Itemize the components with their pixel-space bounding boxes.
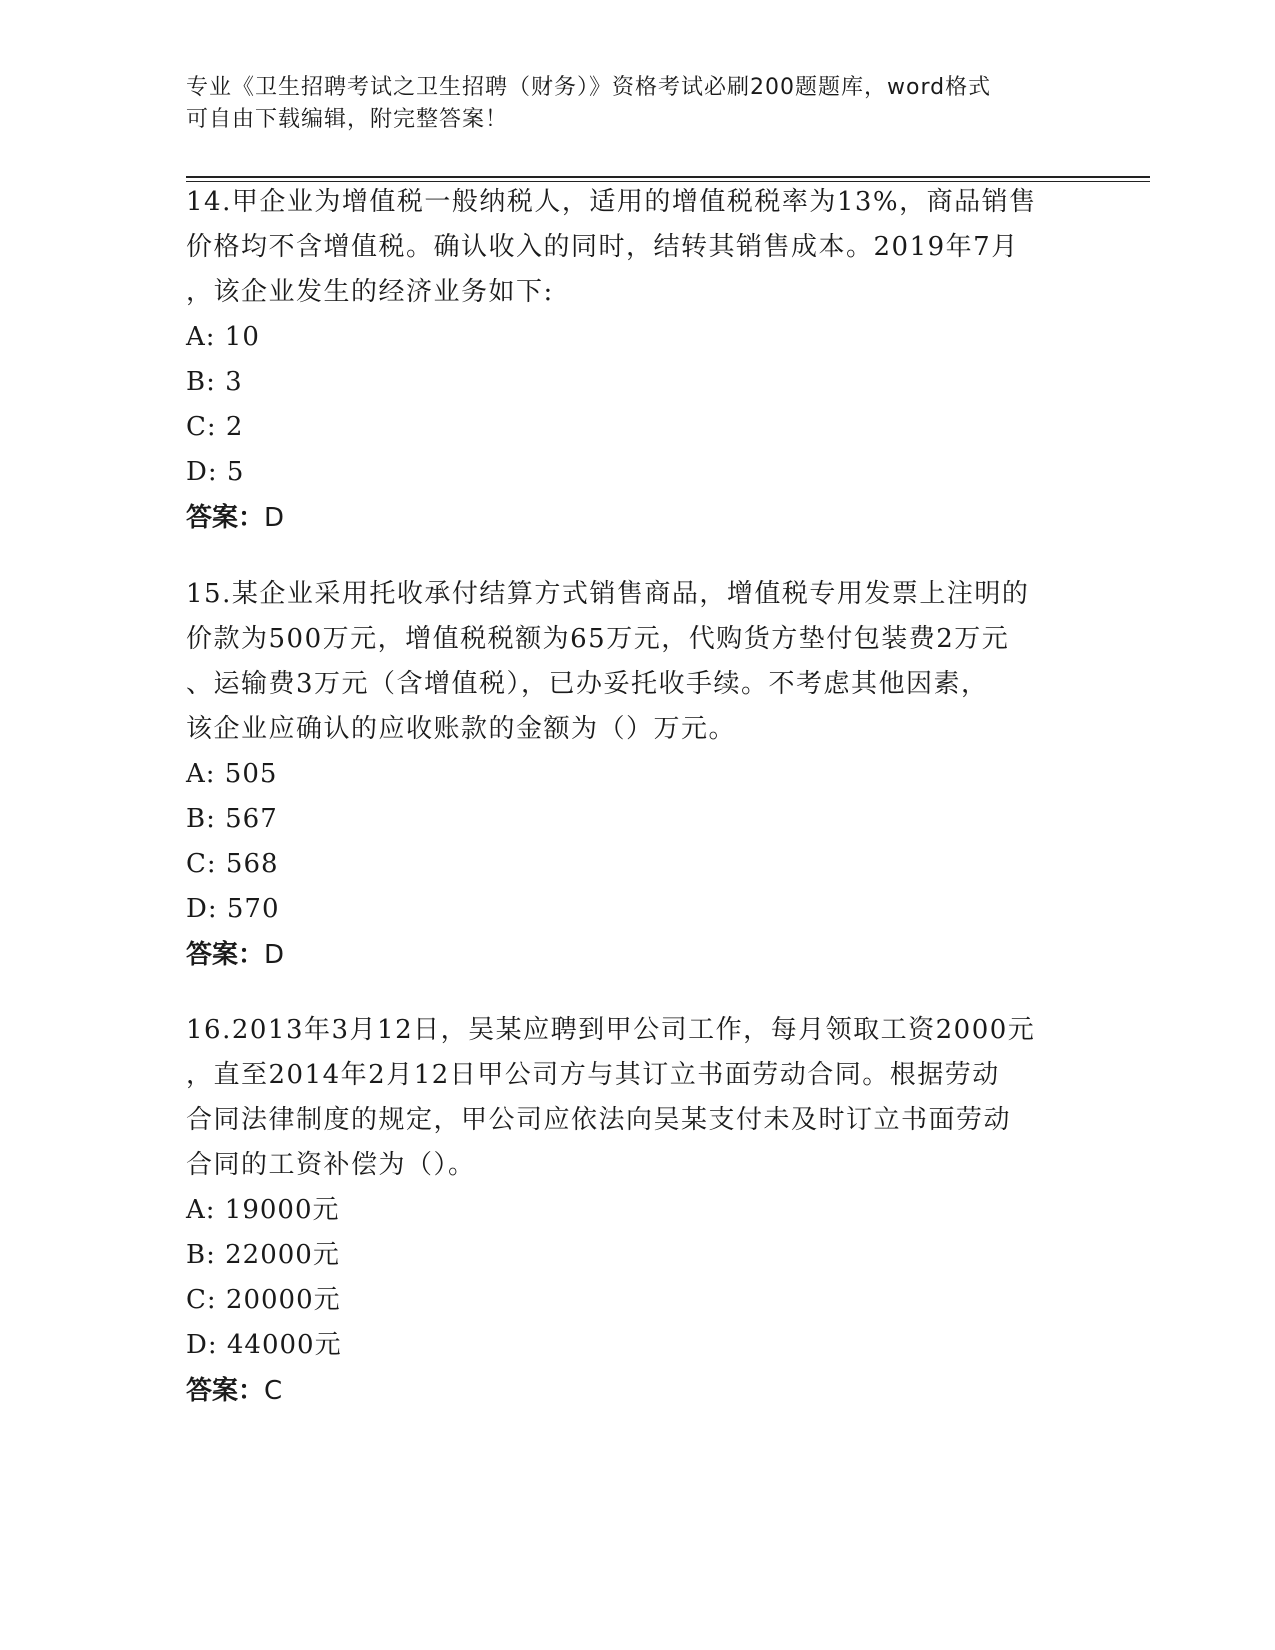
answer-value: C: [264, 1376, 283, 1406]
question-stem-line: 15.某企业采用托收承付结算方式销售商品，增值税专用发票上注明的: [186, 579, 1030, 609]
question-stem-line: 16.2013年3月12日，吴某应聘到甲公司工作，每月领取工资2000元: [186, 1015, 1036, 1045]
answer-line: [186, 932, 1086, 978]
option-b: B: 22000元: [186, 1240, 340, 1270]
question-stem-line: 合同法律制度的规定，甲公司应依法向吴某支付未及时订立书面劳动: [186, 1105, 1012, 1135]
header-divider-thick: [186, 176, 1150, 178]
option-d: D: 570: [186, 894, 280, 924]
answer-value: D: [264, 503, 285, 533]
option-b: B: 567: [186, 804, 278, 834]
option-a: A: 19000元: [186, 1195, 340, 1225]
answer-label: 答案：: [186, 1376, 265, 1406]
answer-label: 答案：: [186, 940, 265, 970]
document-header: [186, 72, 1066, 136]
answer-value: D: [264, 940, 285, 970]
question-stem-line: 该企业应确认的应收账款的金额为（）万元。: [186, 714, 737, 744]
answer-line: [186, 495, 1086, 541]
question-stem-line: 价格均不含增值税。确认收入的同时，结转其销售成本。2019年7月: [186, 232, 1019, 262]
answer-line: [186, 1368, 1086, 1414]
option-d: D: 44000元: [186, 1330, 342, 1360]
question-stem-line: 合同的工资补偿为（）。: [186, 1150, 476, 1180]
question-stem-line: ，直至2014年2月12日甲公司方与其订立书面劳动合同。根据劳动: [186, 1060, 1000, 1090]
question-stem-line: 价款为500万元，增值税税额为65万元，代购货方垫付包装费2万元: [186, 624, 1010, 654]
question-stem-line: 14.甲企业为增值税一般纳税人，适用的增值税税率为13%，商品销售: [186, 187, 1037, 217]
option-b: B: 3: [186, 367, 243, 397]
question-15: [186, 572, 1086, 978]
question-16: [186, 1008, 1086, 1414]
option-c: C: 568: [186, 849, 279, 879]
question-stem-line: ，该企业发生的经济业务如下:: [186, 277, 554, 307]
header-line-1: 专业《卫生招聘考试之卫生招聘（财务）》资格考试必刷200题题库，word格式: [186, 75, 992, 100]
question-14: [186, 180, 1086, 541]
answer-label: 答案：: [186, 503, 265, 533]
option-a: A: 505: [186, 759, 278, 789]
option-c: C: 2: [186, 412, 244, 442]
option-c: C: 20000元: [186, 1285, 341, 1315]
option-d: D: 5: [186, 457, 245, 487]
header-line-2: 可自由下载编辑，附完整答案！: [186, 107, 509, 132]
question-stem-line: 、运输费3万元（含增值税），已办妥托收手续。不考虑其他因素，: [186, 669, 989, 699]
option-a: A: 10: [186, 322, 260, 352]
